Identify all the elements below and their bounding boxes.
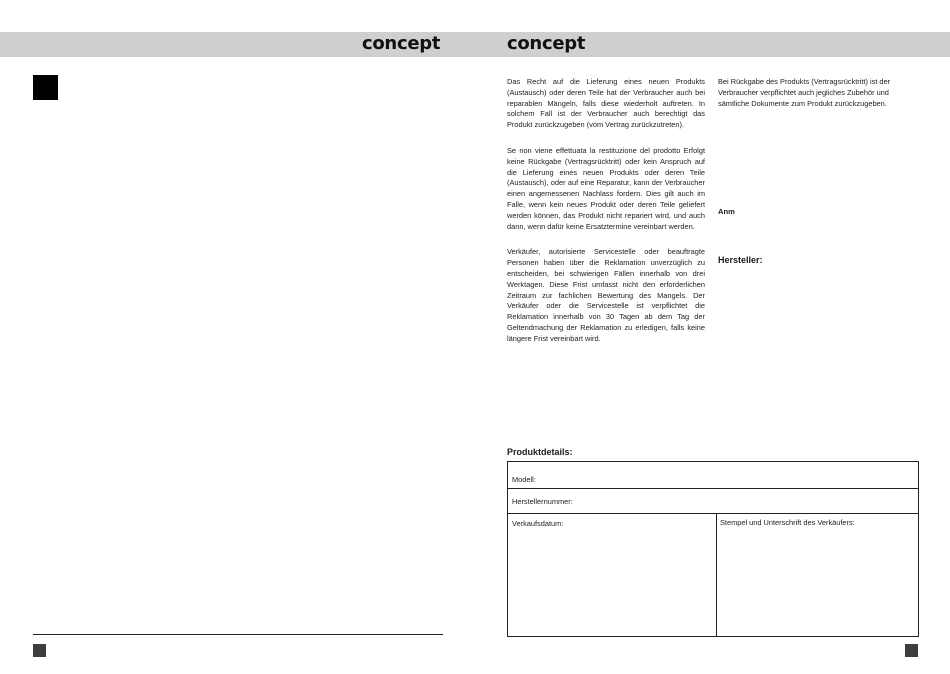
form-column-divider bbox=[716, 514, 717, 636]
section-marker-square bbox=[33, 75, 58, 100]
product-details-form bbox=[507, 461, 919, 637]
page-marker-left bbox=[33, 644, 46, 657]
brand-logo-right: concept bbox=[507, 33, 586, 54]
verkaufsdatum-label: Verkaufsdatum: bbox=[512, 519, 564, 528]
text-column-right bbox=[718, 77, 918, 109]
herstellernummer-label: Herstellernummer: bbox=[512, 497, 573, 506]
hersteller-heading: Hersteller: bbox=[718, 255, 763, 265]
modell-row[interactable] bbox=[508, 462, 918, 489]
brand-logo-left: concept bbox=[362, 33, 441, 54]
stempel-label: Stempel und Unterschrift des Verkäufers: bbox=[720, 518, 855, 527]
paragraph-nachlass: Se non viene effettuata la restituzione del prodotto Erfolgt keine Rückgabe (Vertragsrücktritt) oder kein Anspruch auf die Lieferung eines neuen Produkts oder deren Teile (Austausch), oder auf eine Reparatur, kann der Verbraucher einen angemessenen Nachlass fordern. Dies gilt auch im Falle, wenn kein neues Produkt oder deren Teile geliefert werden können, das Produkt nicht repariert wird, und auch dann, wenn dafür keine Ersatztermine vereinbart werden. bbox=[507, 145, 705, 231]
footer-rule-left bbox=[33, 634, 443, 635]
paragraph-austausch: Das Recht auf die Lieferung eines neuen Produkts (Austausch) oder deren Teile hat der Verbraucher auch bei reparablen Mängeln, falls diese wiederholt auftreten. In solchem Fall ist der Verbraucher auch berechtigt das Produkt zurückzugeben (vom Vertrag zurückzutreten). bbox=[507, 77, 705, 130]
product-details-heading: Produktdetails: bbox=[507, 447, 573, 457]
paragraph-rueckgabe: Bei Rückgabe des Produkts (Vertragsrücktritt) ist der Verbraucher verpflichtet auch jegliches Zubehör und sämtliche Dokumente zum Produkt zurückzugeben. bbox=[718, 77, 891, 108]
anm-label: Anm bbox=[718, 207, 735, 216]
header-bar bbox=[0, 32, 950, 57]
text-column-left bbox=[507, 77, 705, 360]
paragraph-reklamation: Verkäufer, autorisierte Servicestelle oder beauftragte Personen haben über die Reklamation unverzüglich zu entscheiden, bei schwierigen Fällen innerhalb von drei Werktagen. Diese Frist umfasst nicht den erforderlichen Zeitraum zur fachlichen Bewertung des Mangels. Der Verkäufer oder die Servicestelle ist verpflichtet die Reklamation innerhalb von 30 Tagen ab dem Tag der Geltendmachung der Reklamation zu erledigen, falls keine längere Frist vereinbart wird. bbox=[507, 247, 705, 343]
modell-label: Modell: bbox=[512, 475, 536, 484]
page-marker-right bbox=[905, 644, 918, 657]
